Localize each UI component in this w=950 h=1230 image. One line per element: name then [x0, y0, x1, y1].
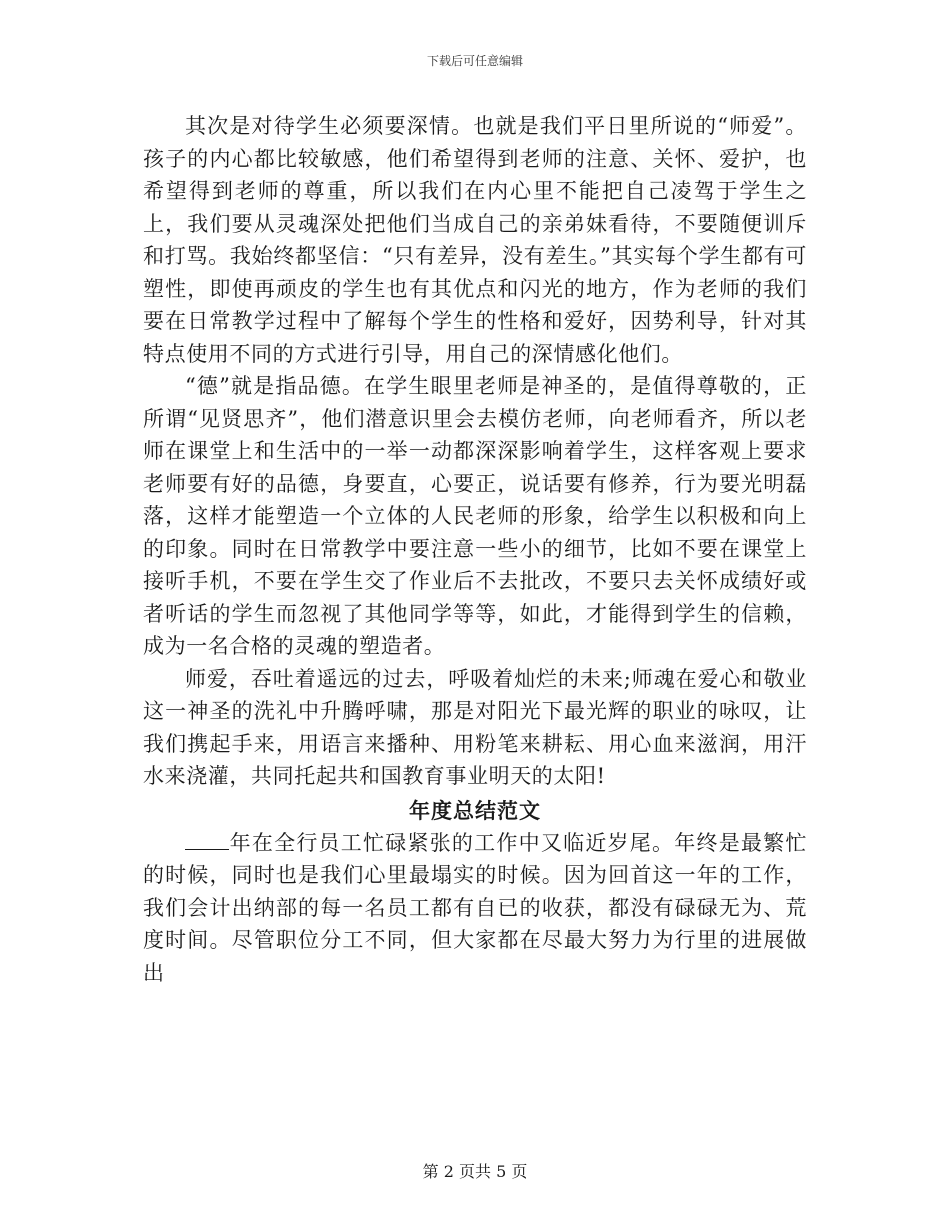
- fill-in-blank: [185, 829, 229, 850]
- page-header: 下载后可任意编辑: [426, 54, 523, 68]
- document-body: [143, 110, 807, 989]
- paragraph-virtue: “德”就是指品德。在学生眼里老师是神圣的，是值得尊敬的，正所谓“见贤思齐”，他们潜意识里会去模仿老师，向老师看齐，所以老师在课堂上和生活中的一举一动都深深影响着学生，这样客观上要求老师要有好的品德，身要直，心要正，说话要有修养，行为要光明磊落，这样才能塑造一个立体的人民老师的形象，给学生以积极和向上的印象。同时在日常教学中要注意一些小的细节，比如不要在课堂上接听手机，不要在学生交了作业后不去批改，不要只去关怀成绩好或者听话的学生而忽视了其他同学等等，如此，才能得到学生的信赖，成为一名合格的灵魂的塑造者。: [143, 374, 807, 658]
- paragraph-annual-summary-text: 年在全行员工忙碌紧张的工作中又临近岁尾。年终是最繁忙的时候，同时也是我们心里最塌实的时候。因为回首这一年的工作，我们会计出纳部的每一名员工都有自已的收获，都没有碌碌无为、荒度时间。尽管职位分工不同，但大家都在尽最大努力为行里的进展做出: [143, 830, 807, 985]
- paragraph-annual-summary: [143, 827, 807, 990]
- section-title: 年度总结范文: [409, 797, 541, 823]
- paragraph-closing: 师爱，吞吐着遥远的过去，呼吸着灿烂的未来;师魂在爱心和敬业这一神圣的洗礼中升腾呼啸，那是对阳光下最光辉的职业的咏叹，让我们携起手来，用语言来播种、用粉笔来耕耘、用心血来滋润，用汗水来浇灌，共同托起共和国教育事业明天的太阳!: [143, 666, 807, 788]
- page-footer: 第 2 页共 5 页: [422, 1162, 528, 1181]
- paragraph-teacher-love: 其次是对待学生必须要深情。也就是我们平日里所说的“师爱”。孩子的内心都比较敏感，他们希望得到老师的注意、关怀、爱护，也希望得到老师的尊重，所以我们在内心里不能把自己凌驾于学生之上，我们要从灵魂深处把他们当成自己的亲弟妹看待，不要随便训斥和打骂。我始终都坚信：“只有差异，没有差生。”其实每个学生都有可塑性，即使再顽皮的学生也有其优点和闪光的地方，作为老师的我们要在日常教学过程中了解每个学生的性格和爱好，因势利导，针对其特点使用不同的方式进行引导，用自己的深情感化他们。: [143, 114, 807, 366]
